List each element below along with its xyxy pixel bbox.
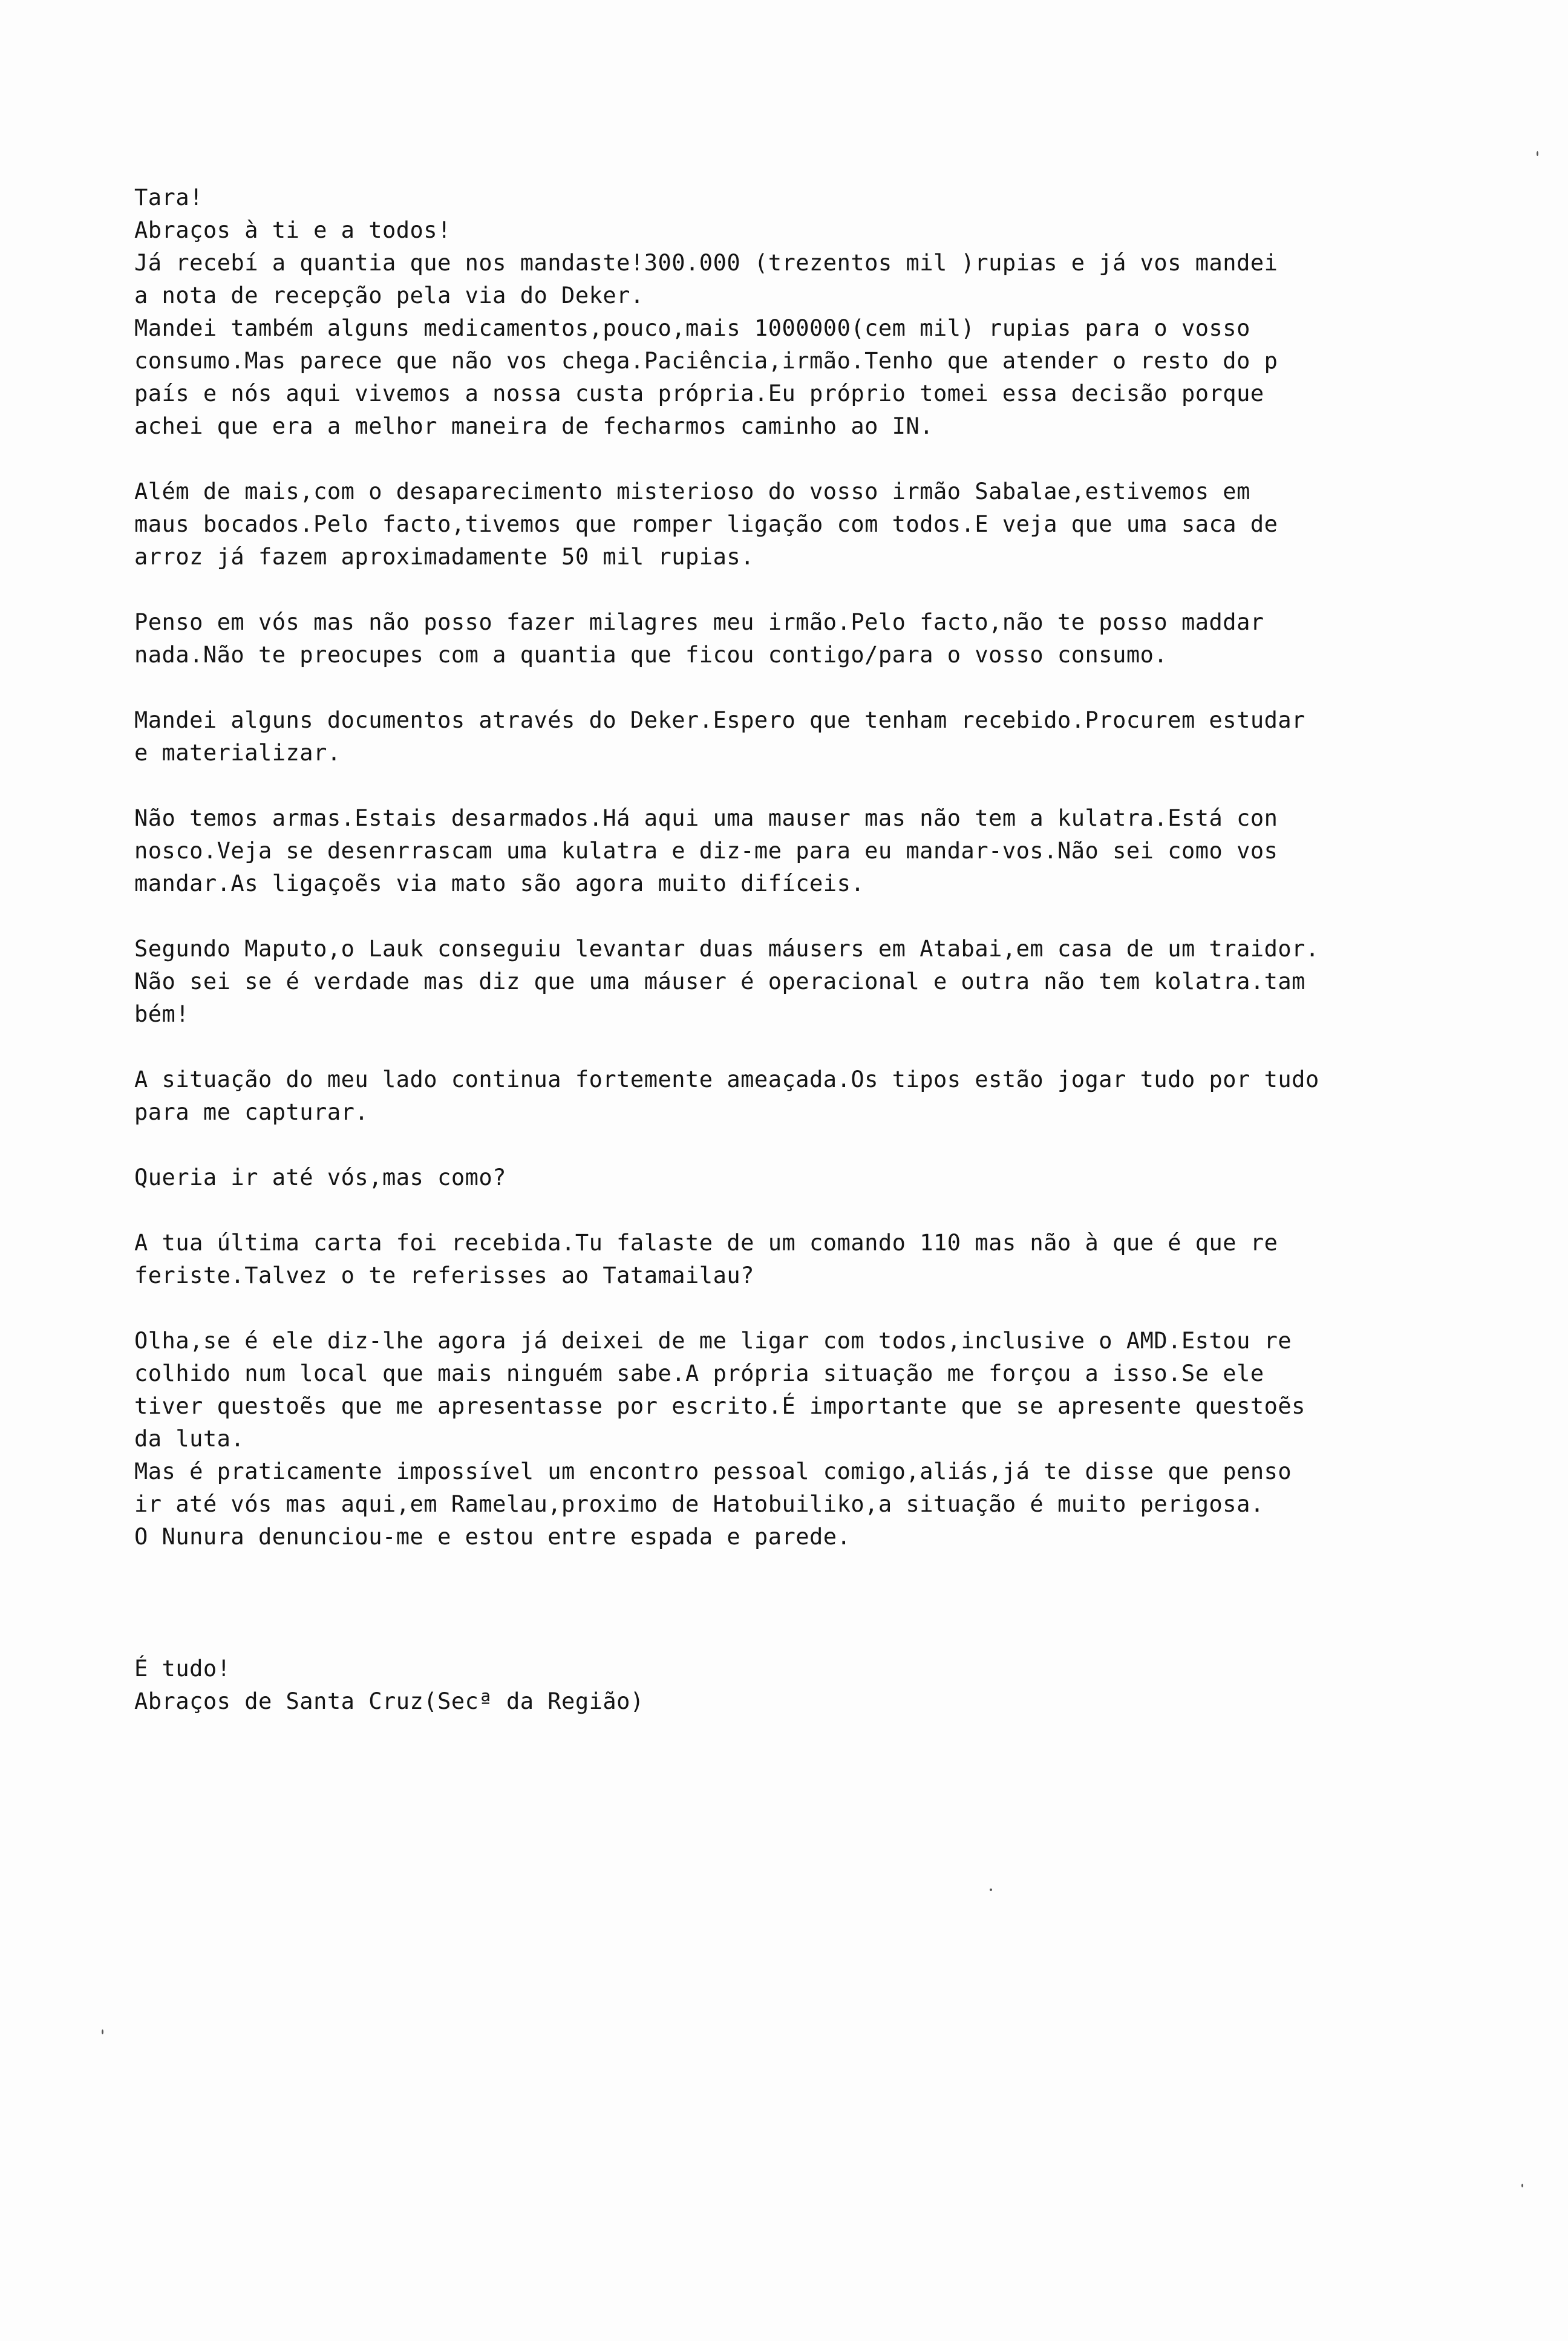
paragraph-line: da luta. — [134, 1426, 245, 1452]
paragraph-line: e materializar. — [134, 740, 341, 766]
paragraph-line: Já recebí a quantia que nos mandaste!300.000 (trezentos mil )rupias e já vos mandei — [134, 250, 1278, 276]
opening-line: Abraços à ti e a todos! — [134, 217, 451, 243]
paragraph-line: achei que era a melhor maneira de fecharmos caminho ao IN. — [134, 413, 934, 439]
paragraph-line: para me capturar. — [134, 1099, 369, 1125]
paragraph-line: a nota de recepção pela via do Deker. — [134, 282, 644, 309]
paragraph — [134, 1161, 1459, 1194]
paragraph-line: Queria ir até vós,mas como? — [134, 1164, 506, 1190]
paragraph — [134, 1063, 1459, 1129]
scan-speck — [102, 2029, 103, 2034]
paragraph-line: colhido num local que mais ninguém sabe.A própria situação me forçou a isso.Se ele — [134, 1360, 1264, 1386]
paragraph-line: consumo.Mas parece que não vos chega.Paciência,irmão.Tenho que atender o resto do p — [134, 348, 1278, 374]
paragraph-line: maus bocados.Pelo facto,tivemos que romper ligação com todos.E veja que uma saca de — [134, 511, 1278, 537]
paragraph-line: Não temos armas.Estais desarmados.Há aqui uma mauser mas não tem a kulatra.Está con — [134, 805, 1278, 831]
letter-body — [134, 181, 1459, 1718]
paragraph-line: nosco.Veja se desenrrascam uma kulatra e diz-me para eu mandar-vos.Não sei como vos — [134, 838, 1278, 864]
letter-paragraphs — [134, 247, 1459, 1553]
paragraph-line: O Nunura denunciou-me e estou entre espada e parede. — [134, 1524, 851, 1550]
paragraph — [134, 606, 1459, 671]
paragraph-line: Mas é praticamente impossível um encontro pessoal comigo,aliás,já te disse que penso — [134, 1458, 1292, 1484]
paragraph — [134, 1455, 1459, 1553]
paragraph-line: mandar.As ligaçoẽs via mato são agora muito difíceis. — [134, 870, 865, 896]
scan-speck — [1521, 2184, 1523, 2187]
paragraph-line: A tua última carta foi recebida.Tu falaste de um comando 110 mas não à que é que re — [134, 1230, 1278, 1256]
paragraph-line: Segundo Maputo,o Lauk conseguiu levantar duas máusers em Atabai,em casa de um traidor. — [134, 936, 1319, 962]
paragraph — [134, 704, 1459, 769]
closing-line: É tudo! — [134, 1656, 231, 1682]
paragraph-line: ir até vós mas aqui,em Ramelau,proximo de Hatobuiliko,a situação é muito perigosa. — [134, 1491, 1264, 1517]
paragraph — [134, 247, 1459, 443]
paragraph-line: feriste.Talvez o te referisses ao Tatamailau? — [134, 1262, 754, 1288]
greeting: Tara! — [134, 184, 203, 211]
signature: Abraços de Santa Cruz(Secª da Região) — [134, 1688, 644, 1714]
paragraph — [134, 933, 1459, 1031]
paragraph — [134, 1227, 1459, 1292]
paragraph-line: bém! — [134, 1001, 190, 1027]
paragraph-line: Penso em vós mas não posso fazer milagres meu irmão.Pelo facto,não te posso maddar — [134, 609, 1264, 635]
paragraph — [134, 475, 1459, 573]
paragraph-line: Não sei se é verdade mas diz que uma máuser é operacional e outra não tem kolatra.tam — [134, 968, 1305, 994]
paragraph-line: arroz já fazem aproximadamente 50 mil rupias. — [134, 544, 754, 570]
paragraph-line: Mandei também alguns medicamentos,pouco,mais 1000000(cem mil) rupias para o vosso — [134, 315, 1250, 341]
paragraph-line: tiver questoẽs que me apresentasse por escrito.É importante que se apresente questoẽs — [134, 1393, 1305, 1419]
paragraph-line: Mandei alguns documentos através do Deker.Espero que tenham recebido.Procurem estudar — [134, 707, 1305, 733]
paragraph — [134, 1325, 1459, 1455]
paragraph-line: país e nós aqui vivemos a nossa custa própria.Eu próprio tomei essa decisão porque — [134, 380, 1264, 406]
scan-speck — [1537, 151, 1538, 156]
paragraph — [134, 802, 1459, 900]
paragraph-line: Além de mais,com o desaparecimento misterioso do vosso irmão Sabalae,estivemos em — [134, 478, 1250, 504]
paragraph-line: nada.Não te preocupes com a quantia que ficou contigo/para o vosso consumo. — [134, 642, 1168, 668]
scan-speck — [990, 1889, 992, 1891]
paragraph-line: Olha,se é ele diz-lhe agora já deixei de me ligar com todos,inclusive o AMD.Estou re — [134, 1328, 1292, 1354]
paragraph-line: A situação do meu lado continua fortemente ameaçada.Os tipos estão jogar tudo por tudo — [134, 1066, 1319, 1092]
